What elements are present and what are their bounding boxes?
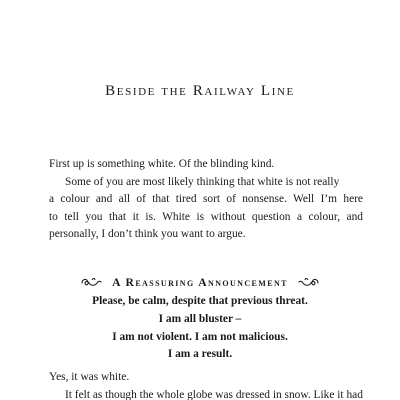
body-line: personally, I don’t think you want to argue. — [49, 228, 246, 241]
body-line: Some of you are most likely thinking that white is not really — [65, 175, 340, 188]
flourish-left-icon — [80, 276, 102, 288]
chapter-title: Beside the Railway Line — [105, 83, 295, 99]
continuation-paragraphs — [49, 369, 363, 400]
announcement-heading-row — [0, 273, 400, 291]
body-line: It felt as though the whole globe was dressed in snow. Like it had — [65, 388, 363, 400]
body-line: a colour and all of that tired sort of nonsense. Well I’m here — [49, 193, 363, 206]
flourish-right-icon — [298, 276, 320, 288]
body-line: First up is something white. Of the blinding kind. — [49, 158, 275, 170]
body-line: to tell you that it is. White is without question a colour, and — [49, 210, 363, 223]
announcement-line: I am not violent. I am not malicious. — [112, 330, 288, 343]
announcement-line: Please, be calm, despite that previous threat. — [92, 295, 308, 307]
announcement-block — [0, 273, 400, 364]
announcement-lines — [0, 293, 400, 364]
announcement-line: I am a result. — [167, 348, 233, 361]
opening-paragraphs — [49, 156, 363, 244]
announcement-line: I am all bluster – — [158, 312, 242, 325]
body-line: Yes, it was white. — [49, 371, 130, 383]
announcement-heading: A Reassuring Announcement — [112, 275, 288, 289]
